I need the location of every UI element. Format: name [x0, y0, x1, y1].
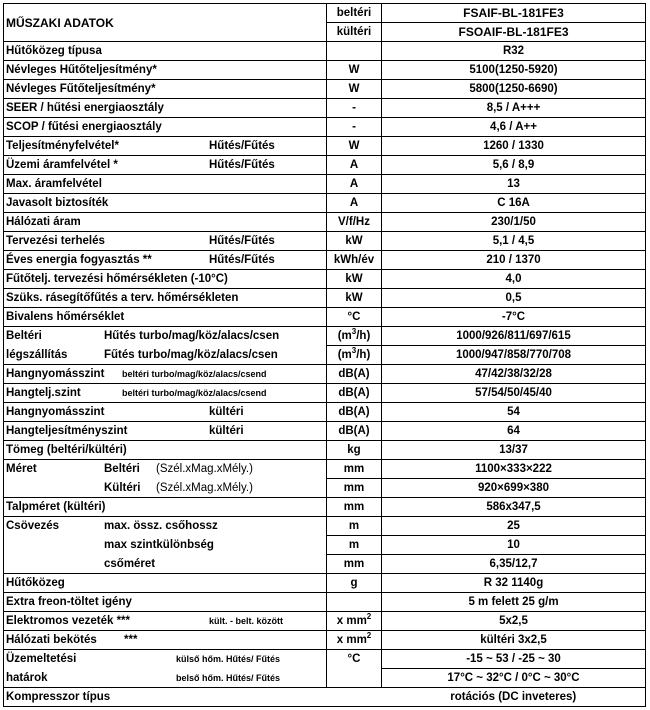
- table-row: [4, 42, 646, 61]
- row-value: 5 m felett 25 g/m: [382, 593, 646, 612]
- row-label: Hűtőközeg típusa: [4, 42, 327, 61]
- row-label: Tömeg (beltéri/kültéri): [4, 441, 327, 460]
- row-sublabel: Beltéri: [104, 463, 140, 476]
- row-value: 920×699×380: [382, 479, 646, 498]
- row-unit: dB(A): [327, 365, 382, 384]
- outdoor-model: FSOAIF-BL-181FE3: [382, 23, 646, 42]
- row-value: 4,0: [382, 270, 646, 289]
- row-label: Tervezési terhelés Hűtés/Fűtés: [4, 232, 327, 251]
- table-row: [4, 213, 646, 232]
- row-sublabel: kült. - belt. között: [209, 616, 283, 626]
- row-unit: mm: [327, 479, 382, 498]
- row-label: Csövezés max. össz. csőhossz: [4, 517, 327, 536]
- row-value: 586x347,5: [382, 498, 646, 517]
- row-value: 1260 / 1330: [382, 137, 646, 156]
- row-value: 0,5: [382, 289, 646, 308]
- table-row: [4, 536, 646, 555]
- row-sublabel: Fűtés turbo/mag/köz/alacs/csen: [104, 348, 278, 361]
- row-unit: [327, 593, 382, 612]
- row-value: -15 ~ 53 / -25 ~ 30: [382, 650, 646, 669]
- row-unit: [327, 669, 382, 688]
- table-row: [4, 232, 646, 251]
- table-row: [4, 270, 646, 289]
- row-label: Bivalens hőmérséklet: [4, 308, 327, 327]
- row-unit: kg: [327, 441, 382, 460]
- header-row: [4, 4, 646, 23]
- row-label: Hangteljesítményszint kültéri: [4, 422, 327, 441]
- row-unit: dB(A): [327, 422, 382, 441]
- table-row: [4, 156, 646, 175]
- row-sublabel: belső hőm. Hűtés/ Fűtés: [176, 672, 281, 683]
- row-unit: W: [327, 137, 382, 156]
- row-label: Hangtelj.szint beltéri turbo/mag/köz/alacs/csend: [4, 384, 327, 403]
- row-label: [4, 479, 327, 498]
- row-value: 10: [382, 536, 646, 555]
- row-unit: °C: [327, 308, 382, 327]
- row-value: 25: [382, 517, 646, 536]
- row-label: Talpméret (kültéri): [4, 498, 327, 517]
- table-title: MŰSZAKI ADATOK: [4, 4, 327, 42]
- row-label: Hangnyomásszint beltéri turbo/mag/köz/alacs/csend: [4, 365, 327, 384]
- row-sublabel: beltéri turbo/mag/köz/alacs/csend: [122, 388, 267, 398]
- indoor-model: FSAIF-BL-181FE3: [382, 4, 646, 23]
- table-row: [4, 118, 646, 137]
- row-label: Szüks. rásegítőfűtés a terv. hőmérsékleten: [4, 289, 327, 308]
- row-sublabel: Hűtés/Fűtés: [209, 140, 275, 152]
- row-label: Méret Beltéri (Szél.xMag.xMély.): [4, 460, 327, 479]
- row-sublabel: ***: [124, 634, 138, 646]
- row-label: [4, 555, 327, 574]
- row-unit: V/f/Hz: [327, 213, 382, 232]
- table-row: [4, 99, 646, 118]
- row-sublabel: kültéri: [209, 406, 244, 418]
- row-value: 5100(1250-5920): [382, 61, 646, 80]
- row-label: Fűtőtelj. tervezési hőmérsékleten (-10°C): [4, 270, 327, 289]
- row-value: 57/54/50/45/40: [382, 384, 646, 403]
- table-row: [4, 479, 646, 498]
- table-row: [4, 517, 646, 536]
- row-label: határok belső hőm. Hűtés/ Fűtés: [4, 669, 327, 688]
- table-row: [4, 137, 646, 156]
- row-sublabel: max szintkülönbség: [104, 539, 214, 551]
- table-row: [4, 346, 646, 365]
- row-label: légszállítás Fűtés turbo/mag/köz/alacs/csen: [4, 346, 327, 365]
- row-label: SEER / hűtési energiaosztály: [4, 99, 327, 118]
- row-unit: A: [327, 156, 382, 175]
- row-value: 47/42/38/32/28: [382, 365, 646, 384]
- table-row: [4, 441, 646, 460]
- table-row: [4, 194, 646, 213]
- row-unit: A: [327, 194, 382, 213]
- table-row: [4, 251, 646, 270]
- row-unit: $(m^3/h)$: [327, 327, 382, 346]
- row-label: Névleges Hűtőteljesítmény*: [4, 61, 327, 80]
- row-value: 5,6 / 8,9: [382, 156, 646, 175]
- row-unit: dB(A): [327, 403, 382, 422]
- row-unit: x $mm^2$: [327, 612, 382, 631]
- row-value: kültéri 3x2,5: [382, 631, 646, 650]
- row-unit: mm: [327, 498, 382, 517]
- row-value: 54: [382, 403, 646, 422]
- row-unit: W: [327, 80, 382, 99]
- row-note: (Szél.xMag.xMély.): [156, 463, 253, 476]
- row-value: -7°C: [382, 308, 646, 327]
- row-unit: A: [327, 175, 382, 194]
- row-value: 13/37: [382, 441, 646, 460]
- indoor-label: beltéri: [327, 4, 382, 23]
- table-row: [4, 384, 646, 403]
- table-row: [4, 175, 646, 194]
- table-row: [4, 555, 646, 574]
- row-label: Éves energia fogyasztás ** Hűtés/Fűtés: [4, 251, 327, 270]
- row-label: Max. áramfelvétel: [4, 175, 327, 194]
- spec-sheet: [3, 3, 645, 707]
- row-unit: m: [327, 536, 382, 555]
- row-value: 64: [382, 422, 646, 441]
- row-label: Teljesítményfelvétel* Hűtés/Fűtés: [4, 137, 327, 156]
- row-value: C 16A: [382, 194, 646, 213]
- row-value: 17°C ~ 32°C / 0°C ~ 30°C: [382, 669, 646, 688]
- row-unit: $(m^3/h)$: [327, 346, 382, 365]
- row-sublabel: Hűtés/Fűtés: [209, 159, 275, 171]
- row-unit: x $mm^2$: [327, 631, 382, 650]
- row-unit: kW: [327, 232, 382, 251]
- table-row: [4, 80, 646, 99]
- row-note: (Szél.xMag.xMély.): [156, 481, 253, 494]
- row-label: Hálózati bekötés ***: [4, 631, 327, 650]
- row-value: 4,6 / A++: [382, 118, 646, 137]
- row-value: R32: [382, 42, 646, 61]
- row-unit: -: [327, 99, 382, 118]
- table-row: [4, 308, 646, 327]
- row-unit: [327, 42, 382, 61]
- row-value: R 32 1140g: [382, 574, 646, 593]
- row-value: 5800(1250-6690): [382, 80, 646, 99]
- row-unit: mm: [327, 555, 382, 574]
- row-label: SCOP / fűtési energiaosztály: [4, 118, 327, 137]
- row-sublabel: beltéri turbo/mag/köz/alacs/csend: [122, 369, 267, 379]
- table-row: [4, 289, 646, 308]
- row-unit: kWh/év: [327, 251, 382, 270]
- row-value: 1100×333×222: [382, 460, 646, 479]
- table-row: [4, 650, 646, 669]
- row-sublabel: Hűtés turbo/mag/köz/alacs/csen: [104, 330, 280, 343]
- row-unit: mm: [327, 460, 382, 479]
- table-row: [4, 498, 646, 517]
- table-row: [4, 365, 646, 384]
- row-value: rotációs (DC inveteres): [382, 688, 646, 707]
- row-value: 13: [382, 175, 646, 194]
- row-unit: kW: [327, 289, 382, 308]
- table-row: [4, 327, 646, 346]
- row-value: 5x2,5: [382, 612, 646, 631]
- table-row: [4, 422, 646, 441]
- row-sublabel: csőméret: [104, 557, 156, 570]
- row-value: 6,35/12,7: [382, 555, 646, 574]
- row-unit: W: [327, 61, 382, 80]
- row-value: 1000/926/811/697/615: [382, 327, 646, 346]
- row-unit: dB(A): [327, 384, 382, 403]
- row-value: 5,1 / 4,5: [382, 232, 646, 251]
- row-label: Üzemeltetési külső hőm. Hűtés/ Fűtés: [4, 650, 327, 669]
- outdoor-label: kültéri: [327, 23, 382, 42]
- row-value: 230/1/50: [382, 213, 646, 232]
- row-unit: kW: [327, 270, 382, 289]
- row-label: Elektromos vezeték *** kült. - belt. között: [4, 612, 327, 631]
- row-value: 8,5 / A+++: [382, 99, 646, 118]
- table-row: [4, 612, 646, 631]
- row-value: 210 / 1370: [382, 251, 646, 270]
- row-sublabel: max. össz. csőhossz: [104, 520, 218, 533]
- row-sublabel: kültéri: [209, 425, 244, 437]
- table-row: [4, 631, 646, 650]
- table-row: [4, 61, 646, 80]
- table-row: [4, 403, 646, 422]
- row-label: Névleges Fűtőteljesítmény*: [4, 80, 327, 99]
- row-sublabel: Hűtés/Fűtés: [209, 235, 275, 247]
- table-row: [4, 688, 646, 707]
- row-label: Beltéri Hűtés turbo/mag/köz/alacs/csen: [4, 327, 327, 346]
- row-unit: [327, 688, 382, 707]
- row-label: Extra freon-töltet igény: [4, 593, 327, 612]
- table-row: [4, 593, 646, 612]
- row-unit: -: [327, 118, 382, 137]
- row-label: Javasolt biztosíték: [4, 194, 327, 213]
- row-unit: m: [327, 517, 382, 536]
- row-unit: g: [327, 574, 382, 593]
- row-unit: °C: [327, 650, 382, 669]
- row-sublabel: külső hőm. Hűtés/ Fűtés: [176, 654, 281, 665]
- row-label: Hangnyomásszint kültéri: [4, 403, 327, 422]
- row-sublabel: Kültéri: [104, 481, 141, 494]
- row-label: Üzemi áramfelvétel * Hűtés/Fűtés: [4, 156, 327, 175]
- row-sublabel: Hűtés/Fűtés: [209, 254, 275, 266]
- table-row: [4, 574, 646, 593]
- table-row: [4, 669, 646, 688]
- row-label: Hűtőközeg: [4, 574, 327, 593]
- row-label: [4, 536, 327, 555]
- spec-table: [3, 3, 646, 707]
- row-value: 1000/947/858/770/708: [382, 346, 646, 365]
- row-label: Hálózati áram: [4, 213, 327, 232]
- row-label: Kompresszor típus: [4, 688, 327, 707]
- table-row: [4, 460, 646, 479]
